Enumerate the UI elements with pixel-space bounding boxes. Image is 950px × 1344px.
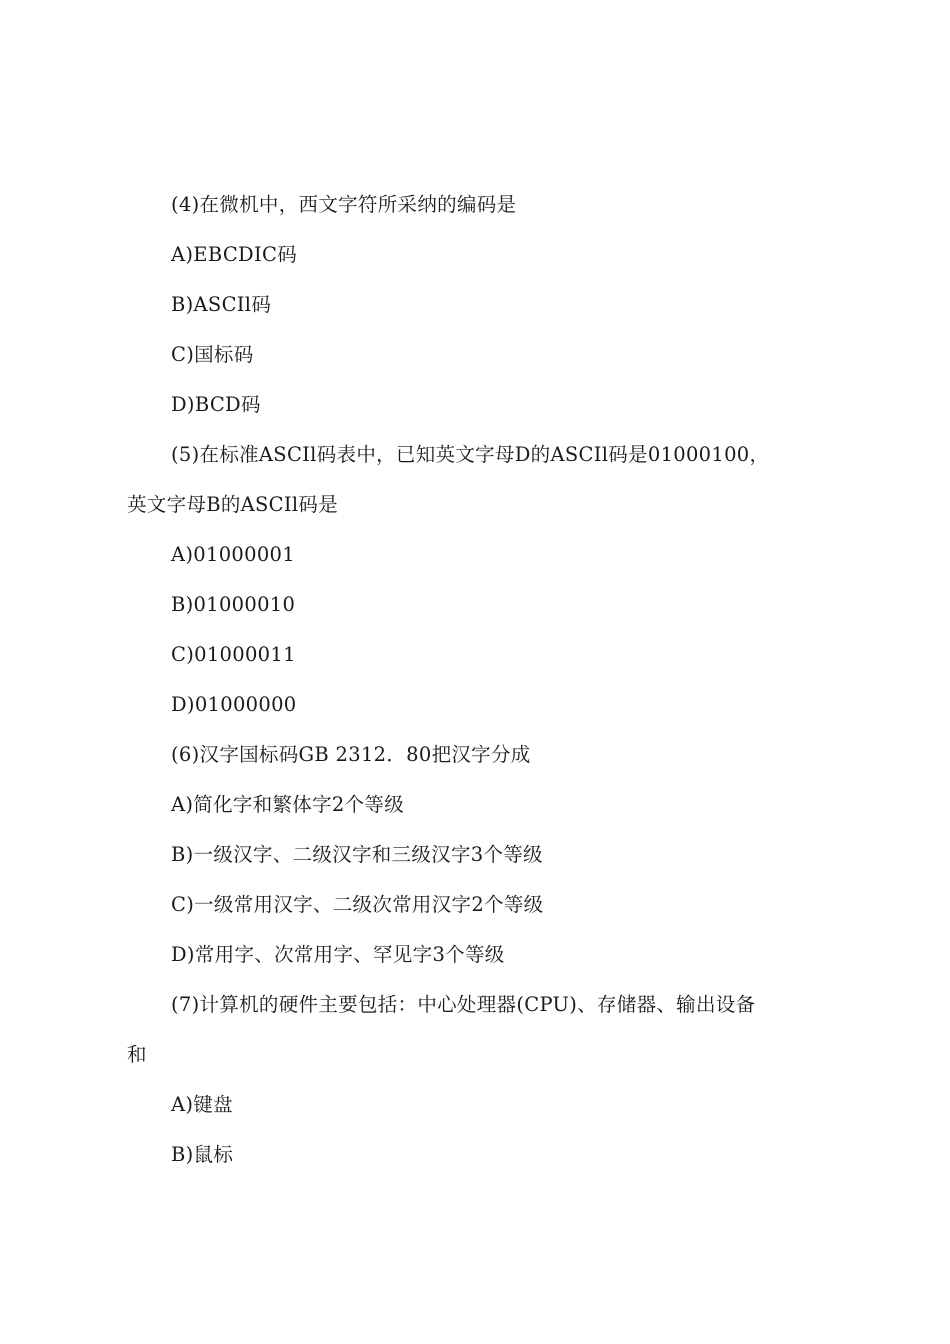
question-6-option-d: D)常用字、次常用字、罕见字3个等级 (171, 943, 505, 966)
question-5-option-c: C)01000011 (171, 643, 296, 666)
document-body (127, 186, 837, 1186)
question-7-option-a: A)键盘 (171, 1093, 233, 1116)
question-7-option-b: B)鼠标 (171, 1143, 234, 1166)
question-5-option-a: A)01000001 (171, 543, 295, 566)
question-4-option-b: B)ASCIl码 (171, 293, 272, 316)
question-6-stem: (6)汉字国标码GB 2312．80把汉字分成 (171, 743, 531, 766)
question-7-stem: (7)计算机的硬件主要包括：中心处理器(CPU)、存储器、输出设备 (171, 993, 756, 1016)
question-5-stem-continuation: 英文字母B的ASCIl码是 (127, 493, 339, 516)
question-5-option-b: B)01000010 (171, 593, 296, 616)
question-4-option-d: D)BCD码 (171, 393, 261, 416)
question-4-stem: (4)在微机中，西文字符所采纳的编码是 (171, 193, 517, 216)
question-4-option-a: A)EBCDIC码 (171, 243, 297, 266)
question-5-option-d: D)01000000 (171, 693, 297, 716)
question-7-stem-continuation: 和 (127, 1043, 147, 1066)
question-5-stem: (5)在标准ASCIl码表中，已知英文字母D的ASCIl码是01000100， (171, 443, 770, 466)
question-6-option-a: A)简化字和繁体字2个等级 (171, 793, 404, 816)
question-6-option-b: B)一级汉字、二级汉字和三级汉字3个等级 (171, 843, 543, 866)
question-4-option-c: C)国标码 (171, 343, 254, 366)
question-6-option-c: C)一级常用汉字、二级次常用汉字2个等级 (171, 893, 544, 916)
